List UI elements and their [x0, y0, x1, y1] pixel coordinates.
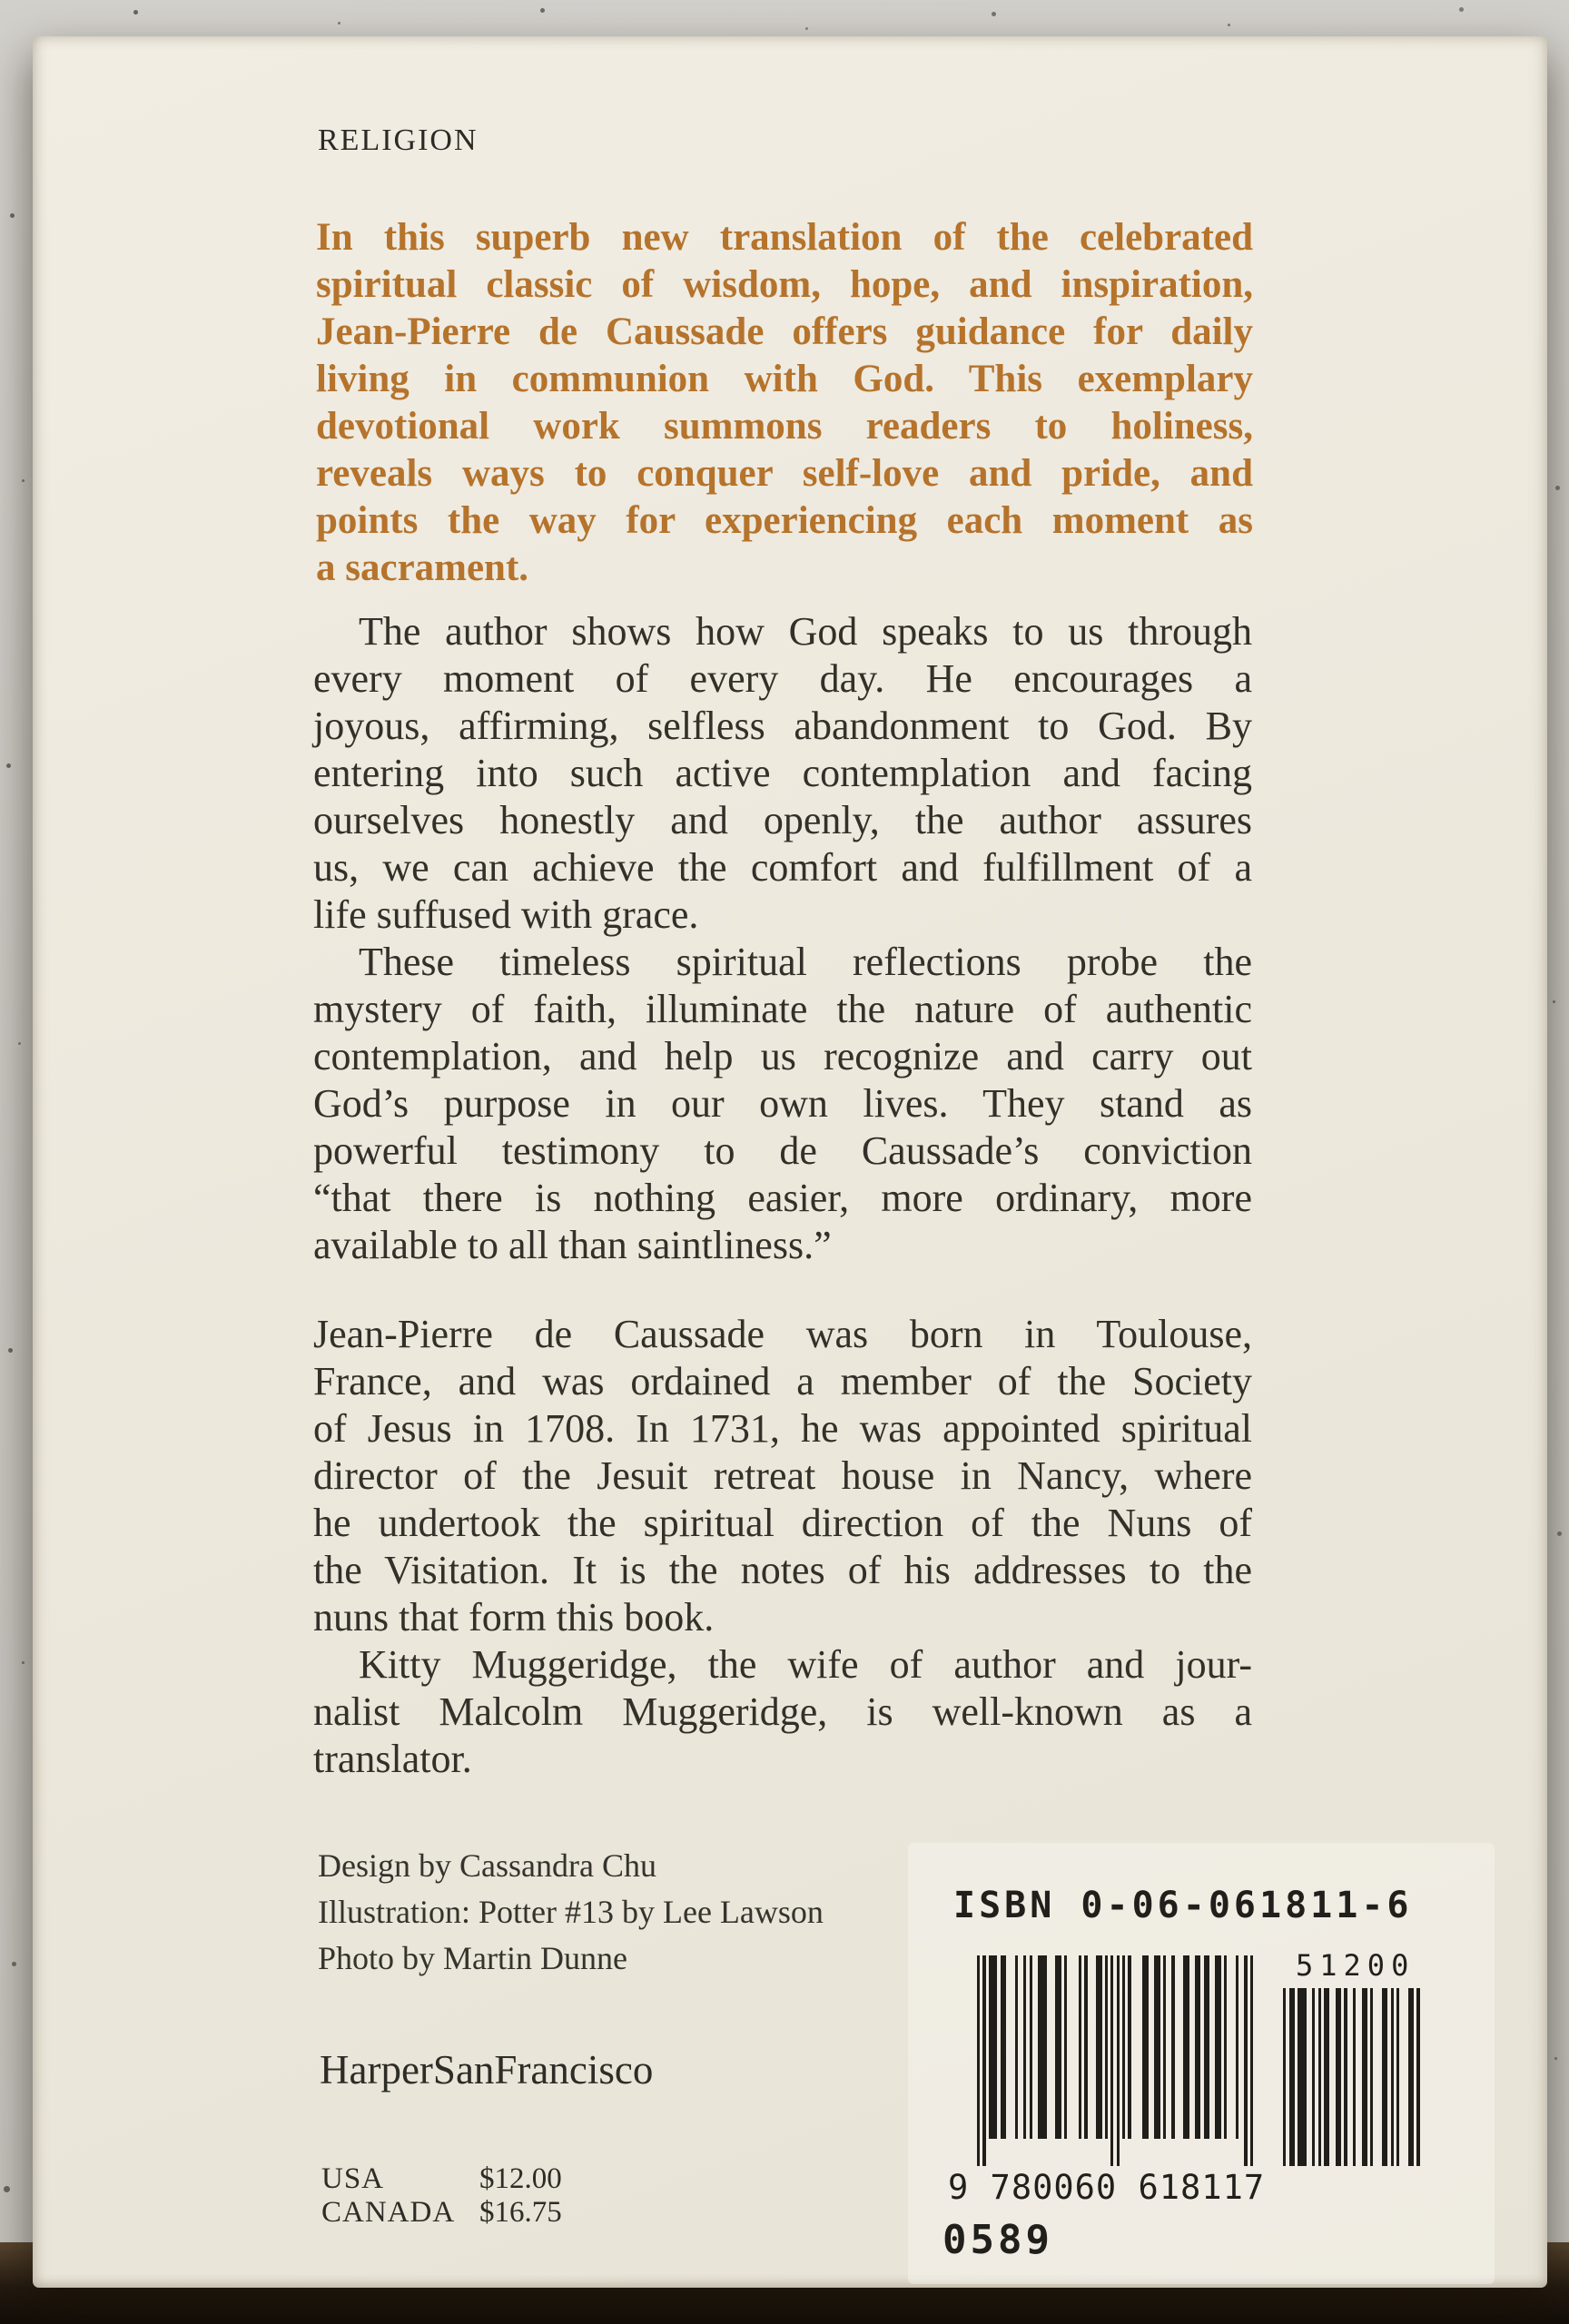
barcode-bar — [1128, 1955, 1130, 2139]
barcode-bar — [1353, 1988, 1356, 2166]
book-back-cover — [33, 36, 1547, 2288]
text-line: Photo by Martin Dunne — [318, 1940, 627, 1976]
text-line: points the way for experiencing each moment as — [316, 499, 1253, 542]
text-line: devotional work summons readers to holiness, — [316, 405, 1253, 448]
text-line: These timeless spiritual reflections probe the — [359, 940, 1252, 984]
text-line: “that there is nothing easier, more ordinary, more — [313, 1176, 1252, 1220]
barcode-bar — [1408, 1988, 1414, 2166]
text-line: reveals ways to conquer self-love and pride, and — [316, 452, 1253, 495]
price-row-canada — [321, 2196, 562, 2230]
barcode-bar — [1084, 1955, 1087, 2139]
barcode-bar — [1055, 1955, 1061, 2139]
barcode-bar — [1324, 1988, 1329, 2166]
text-line: a sacrament. — [316, 547, 529, 589]
barcode-bar — [1416, 1988, 1419, 2166]
text-line: every moment of every day. He encourages a — [313, 656, 1252, 701]
publisher-imprint: HarperSanFrancisco — [320, 2047, 654, 2093]
barcode-bar — [1183, 1955, 1189, 2139]
text-line: spiritual classic of wisdom, hope, and inspiration, — [316, 263, 1253, 306]
barcode-bar — [1215, 1955, 1220, 2139]
price-value: $12.00 — [479, 2162, 562, 2195]
barcode-bar — [1244, 1955, 1247, 2166]
barcode-bar — [982, 1955, 985, 2166]
barcode-bar — [1154, 1955, 1159, 2139]
barcode-bar — [1370, 1988, 1373, 2166]
text-line: life suffused with grace. — [313, 892, 699, 937]
text-line: Jean-Pierre de Caussade offers guidance for daily — [316, 310, 1253, 353]
text-line: joyous, affirming, selfless abandonment to God. By — [313, 704, 1252, 748]
barcode-bar — [1336, 1988, 1341, 2166]
ean5-addon-barcode — [1280, 1988, 1418, 2168]
text-line: Kitty Muggeridge, the wife of author and jour- — [359, 1642, 1252, 1687]
text-line: In this superb new translation of the celebrated — [316, 216, 1253, 259]
barcode-bar — [1204, 1955, 1209, 2139]
barcode-bar — [1195, 1955, 1200, 2139]
barcode-bar — [1396, 1988, 1399, 2166]
ean13-digits: 9 780060 618117 — [948, 2168, 1266, 2207]
text-line: nalist Malcolm Muggeridge, is well-known as a — [313, 1689, 1252, 1734]
text-line: available to all than saintliness.” — [313, 1223, 832, 1267]
wall-specks — [0, 0, 3, 3]
isbn-number: ISBN 0-06-061811-6 — [953, 1885, 1413, 1926]
barcode-bar — [1344, 1988, 1347, 2166]
text-line: mystery of faith, illuminate the nature of authentic — [313, 987, 1252, 1031]
barcode-bar — [989, 1955, 998, 2139]
text-line: living in communion with God. This exemplary — [316, 358, 1253, 400]
text-line: God’s purpose in our own lives. They stand as — [313, 1081, 1252, 1126]
barcode-bar — [1105, 1955, 1108, 2139]
price-code: 51200 — [1296, 1948, 1416, 1983]
price-region-label: CANADA — [321, 2196, 456, 2229]
barcode-bar — [1312, 1988, 1315, 2166]
text-line: us, we can achieve the comfort and fulfillment of a — [313, 845, 1252, 890]
barcode-bar — [1298, 1988, 1307, 2166]
barcode-bar — [1079, 1955, 1081, 2139]
text-line: The author shows how God speaks to us through — [359, 609, 1252, 654]
barcode-bar — [1023, 1955, 1026, 2139]
text-line: the Visitation. It is the notes of his addresses to the — [313, 1548, 1252, 1592]
barcode-bar — [1064, 1955, 1067, 2139]
text-line: translator. — [313, 1737, 472, 1781]
author-bio — [313, 1311, 1252, 1783]
barcode-bar — [1391, 1988, 1394, 2166]
printing-code: 0589 — [942, 2217, 1053, 2263]
barcode-bar — [1015, 1955, 1018, 2139]
barcode-bar — [1224, 1955, 1227, 2139]
text-line: of Jesus in 1708. In 1731, he was appointed spiritual — [313, 1406, 1252, 1451]
text-line: nuns that form this book. — [313, 1595, 715, 1640]
barcode-bar — [1001, 1955, 1006, 2139]
barcode-bar — [1110, 1955, 1113, 2166]
barcode-bar — [1163, 1955, 1166, 2139]
book-description — [313, 608, 1252, 1269]
text-line: Jean-Pierre de Caussade was born in Toulouse, — [313, 1312, 1252, 1356]
publisher-blurb — [316, 214, 1253, 592]
barcode-bar — [1289, 1988, 1295, 2166]
credits-block — [318, 1843, 953, 1982]
barcode-bar — [977, 1955, 980, 2166]
text-line: entering into such active contemplation and facing — [313, 751, 1252, 795]
barcode-bar — [1283, 1988, 1286, 2166]
price-row-usa — [321, 2162, 562, 2196]
text-line: ourselves honestly and openly, the author assures — [313, 798, 1252, 842]
category-label: RELIGION — [318, 123, 479, 157]
price-value: $16.75 — [479, 2196, 562, 2229]
ean13-barcode — [977, 1955, 1254, 2166]
text-line: France, and was ordained a member of the Society — [313, 1359, 1252, 1403]
text-line: powerful testimony to de Caussade’s conviction — [313, 1128, 1252, 1173]
text-line: director of the Jesuit retreat house in Nancy, where — [313, 1453, 1252, 1498]
barcode-bar — [1096, 1955, 1101, 2139]
barcode-bar — [1250, 1955, 1253, 2166]
text-line: he undertook the spiritual direction of the Nuns of — [313, 1501, 1252, 1545]
barcode-bar — [1142, 1955, 1148, 2139]
barcode-bar — [1038, 1955, 1047, 2139]
barcode-bar — [1382, 1988, 1387, 2166]
barcode-bar — [1117, 1955, 1120, 2166]
barcode-bar — [1318, 1988, 1321, 2166]
pricing-block — [321, 2162, 562, 2230]
barcode-bar — [1122, 1955, 1125, 2139]
text-line: contemplation, and help us recognize and carry out — [313, 1034, 1252, 1078]
price-region-label: USA — [321, 2162, 385, 2195]
barcode-bar — [1030, 1955, 1032, 2139]
barcode-bar — [1171, 1955, 1174, 2139]
text-line: Illustration: Potter #13 by Lee Lawson — [318, 1894, 824, 1930]
text-line: Design by Cassandra Chu — [318, 1847, 656, 1884]
barcode-bar — [1362, 1988, 1367, 2166]
barcode-bar — [1236, 1955, 1238, 2139]
